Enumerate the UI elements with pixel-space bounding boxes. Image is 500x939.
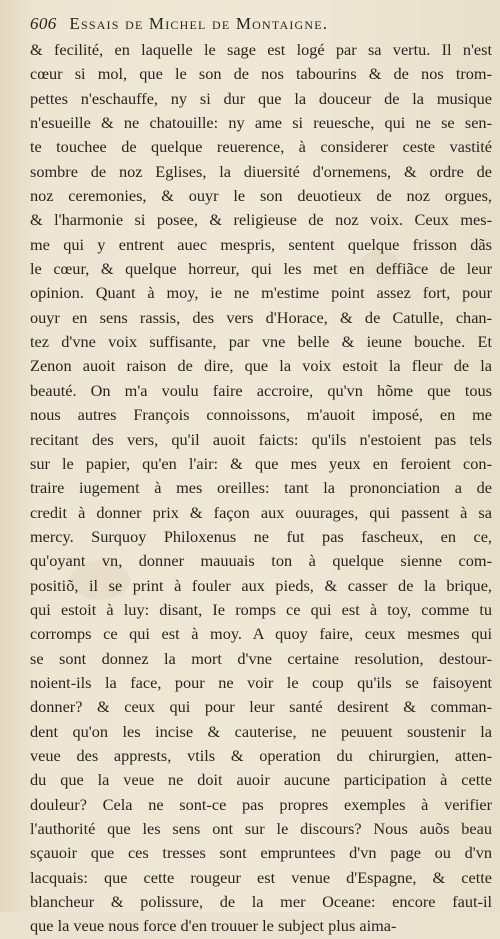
text-line: que la veue nous force d'en trouuer le subject plus aima- bbox=[30, 916, 397, 936]
text-line: n'esueille & ne chatouille: ny ame si reuesche, qui ne se sen- bbox=[30, 113, 492, 133]
text-line: qu'oyant vn, donner mauuais ton à quelque sienne com- bbox=[30, 551, 492, 571]
text-line: cœur si mol, que le son de nos tabourins & de nos trom- bbox=[30, 64, 492, 84]
body-text bbox=[30, 38, 492, 939]
text-line: sur le papier, qu'en l'air: & que mes yeux en feroient con- bbox=[30, 453, 492, 473]
page-header bbox=[30, 14, 490, 34]
text-line: positiõ, il se print à fouler aux pieds, & casser de la brique, bbox=[30, 575, 492, 595]
text-line: le cœur, & quelque horreur, qui les met en deffiãce de leur bbox=[30, 259, 492, 279]
text-line: donner? & ceux qui pour leur santé desirent & comman- bbox=[30, 697, 492, 717]
text-line: corromps ce qui est à moy. A quoy faire, ceux mesmes qui bbox=[30, 624, 492, 644]
text-line: te touchee de quelque reuerence, à considerer ceste vastité bbox=[30, 137, 492, 157]
text-line: veue des apprests, vtils & operation du chirurgien, atten- bbox=[30, 745, 492, 765]
text-line: sçauoir que ces tresses sont empruntees d'vn page ou d'vn bbox=[30, 843, 492, 863]
text-line: me qui y entrent auec mespris, sentent quelque frisson dãs bbox=[30, 234, 492, 254]
text-line: credit à donner prix & façon aux ouurages, qui passent à sa bbox=[30, 502, 492, 522]
text-line: & l'harmonie si posee, & religieuse de noz voix. Ceux mes- bbox=[30, 210, 492, 230]
text-line: se sont donnez la mort d'vne certaine resolution, destour- bbox=[30, 648, 492, 668]
running-title: Essais de Michel de Montaigne. bbox=[69, 14, 329, 33]
text-line: dent qu'on les incise & cauterise, ne peuuent soustenir la bbox=[30, 721, 492, 741]
text-line: noz ceremonies, & ouyr le son deuotieux de noz orgues, bbox=[30, 186, 492, 206]
text-line: blancheur & polissure, de la mer Oceane: encore faut-il bbox=[30, 892, 492, 912]
text-line: mercy. Surquoy Philoxenus ne fut pas fascheux, en ce, bbox=[30, 526, 492, 546]
text-line: ouyr en sens rassis, des vers d'Horace, & de Catulle, chan- bbox=[30, 307, 492, 327]
text-line: lacquais: que cette rougeur est venue d'Espagne, & cette bbox=[30, 867, 492, 887]
text-line: sombre de noz Eglises, la diuersité d'ornemens, & ordre de bbox=[30, 161, 492, 181]
text-line: l'authorité que les sens ont sur le discours? Nous auõs beau bbox=[30, 819, 492, 838]
text-line: tez d'vne voix suffisante, par vne belle & ieune bouche. Et bbox=[30, 332, 492, 352]
text-line: beauté. On m'a voulu faire accroire, qu'vn hõme que tous bbox=[30, 380, 492, 400]
text-line: qui estoit à luy: disant, Ie romps ce qui est à toy, comme tu bbox=[30, 599, 492, 619]
text-line: du que la veue ne doit auoir aucune participation à cette bbox=[30, 770, 492, 790]
text-line: & fecilité, en laquelle le sage est logé par sa vertu. Il n'est bbox=[30, 40, 492, 59]
text-line: nous autres François connoissons, m'auoit imposé, en me bbox=[30, 405, 492, 425]
text-line: recitant des vers, qu'il auoit faicts: qu'ils n'estoient pas tels bbox=[30, 429, 492, 449]
text-line: opinion. Quant à moy, ie ne m'estime point assez fort, pour bbox=[30, 283, 492, 303]
text-line: Zenon auoit raison de dire, que la voix estoit la fleur de la bbox=[30, 356, 492, 376]
page-number: 606 bbox=[30, 14, 57, 33]
text-line: noient-ils la face, pour ne voir le coup qu'ils se faisoyent bbox=[30, 672, 492, 692]
text-line: pettes n'eschauffe, ny si dur que la douceur de la musique bbox=[30, 88, 492, 108]
text-line: douleur? Cela ne sont-ce pas propres exemples à verifier bbox=[30, 794, 492, 814]
text-line: traire iugement à mes oreilles: tant la prononciation a de bbox=[30, 478, 492, 498]
